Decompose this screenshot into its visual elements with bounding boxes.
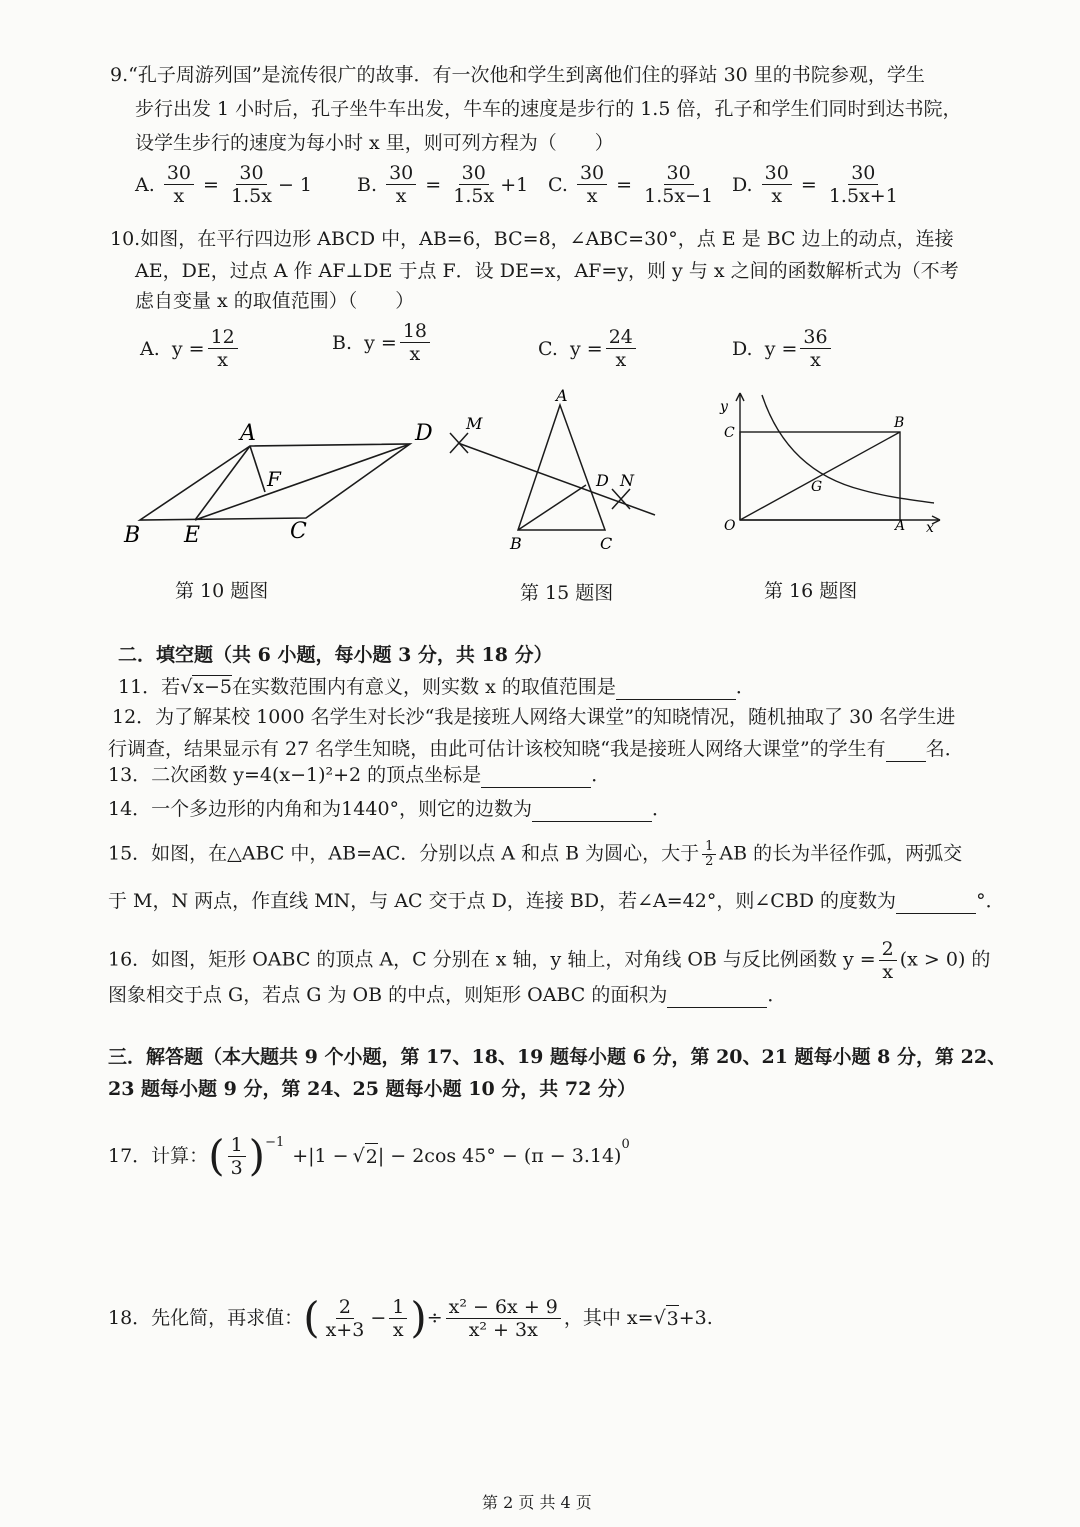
figure-10 [110, 410, 450, 560]
answer-blank [896, 893, 976, 914]
q10-option-c: C. y = $\frac{24}{x}$ [538, 326, 639, 371]
caption-fig15: 第 15 题图 [520, 582, 614, 604]
q15-line2: 于 M，N 两点，作直线 MN，与 AC 交于点 D，连接 BD，若∠A=42°，则∠CBD 的度数为 °． [108, 890, 1005, 912]
label-b: B [124, 523, 141, 548]
arc-mark-n [612, 489, 630, 509]
caption-fig10: 第 10 题图 [175, 580, 269, 602]
q16-line1: 16．如图，矩形 OABC 的顶点 A，C 分别在 x 轴，y 轴上，对角线 OB 与反比例函数 y = $\frac{2}{x}$ (x > 0) 的 [108, 938, 991, 983]
option-label: A. [135, 173, 155, 196]
label-f: F [267, 467, 281, 491]
label-a: A [556, 386, 568, 405]
label-c: C [290, 519, 307, 544]
caption-fig16: 第 16 题图 [764, 580, 858, 602]
label-b: B [510, 534, 522, 553]
q9-option-b: B. $\frac{30}{x}$ = $\frac{30}{1.5x}$ +1 [357, 162, 529, 207]
segment-af [250, 446, 265, 492]
answer-blank [667, 987, 767, 1008]
q10-option-a: A. y = $\frac{12}{x}$ [140, 326, 241, 371]
segment-de [195, 444, 410, 520]
section-3-line1: 三．解答题（本大题共 9 个小题，第 17、18、19 题每小题 6 分，第 20、21 题每小题 8 分，第 22、 [108, 1046, 1007, 1068]
label-n: N [620, 471, 634, 490]
q12-line2: 行调查，结果显示有 27 名学生知晓，由此可估计该校知晓“我是接班人网络大课堂”的学生有 名． [108, 738, 964, 760]
q10-line2: AE，DE，过点 A 作 AF⊥DE 于点 F．设 DE=x，AF=y，则 y 与 x 之间的函数解析式为（不考 [135, 260, 959, 282]
label-o: O [724, 518, 736, 534]
label-d: D [415, 421, 433, 446]
q9-line1: 9.“孔子周游列国”是流传很广的故事．有一次他和学生到离他们住的驿站 30 里的书院参观，学生 [110, 64, 925, 86]
segment-ae [195, 446, 250, 520]
q10-option-b: B. y = $\frac{18}{x}$ [332, 320, 433, 365]
label-x: x [926, 520, 934, 536]
answer-blank [481, 767, 591, 788]
q12-line1: 12．为了解某校 1000 名学生对长沙“我是接班人网络大课堂”的知晓情况，随机抽取了 30 名学生进 [112, 706, 956, 728]
q13: 13．二次函数 y=4(x−1)²+2 的顶点坐标是 ． [108, 764, 611, 786]
label-c: C [600, 534, 613, 553]
q9-option-d: D. $\frac{30}{x}$ = $\frac{30}{1.5x+1}$ [732, 162, 898, 207]
triangle-abc [518, 405, 605, 530]
label-c: C [724, 425, 735, 441]
hyperbola-curve [762, 395, 934, 503]
segment-bd [518, 485, 586, 530]
q9-option-a: A. $\frac{30}{x}$ = $\frac{30}{1.5x}$ − 1 [135, 162, 312, 207]
label-b: B [894, 415, 905, 431]
label-m: M [466, 414, 483, 433]
label-g: G [811, 479, 823, 495]
label-a: A [895, 518, 906, 534]
q10-line3: 虑自变量 x 的取值范围）（ ） [135, 290, 415, 312]
q10-option-d: D. y = $\frac{36}{x}$ [732, 326, 834, 371]
answer-blank [886, 741, 926, 762]
arc-mark-m [450, 433, 468, 453]
label-y: y [720, 399, 728, 415]
section-3-line2: 23 题每小题 9 分，第 24、25 题每小题 10 分，共 72 分） [108, 1078, 636, 1100]
q16-line2: 图象相交于点 G，若点 G 为 OB 的中点，则矩形 OABC 的面积为 ． [108, 984, 787, 1006]
page-footer: 第 2 页 共 4 页 [482, 1493, 592, 1512]
q11: 11．若√x−5在实数范围内有意义，则实数 x 的取值范围是 ． [118, 676, 755, 698]
label-e: E [184, 523, 201, 548]
q9-option-c: C. $\frac{30}{x}$ = $\frac{30}{1.5x-1}$ [548, 162, 714, 207]
q10-line1: 10.如图，在平行四边形 ABCD 中，AB=6，BC=8，∠ABC=30°，点 E 是 BC 边上的动点，连接 [110, 228, 954, 250]
label-d: D [596, 471, 609, 490]
q9-line3: 设学生步行的速度为每小时 x 里，则可列方程为（ ） [135, 132, 614, 154]
section-2-title: 二．填空题（共 6 小题，每小题 3 分，共 18 分） [118, 644, 553, 666]
q14: 14．一个多边形的内角和为1440°，则它的边数为 ． [108, 798, 672, 820]
diagonal-ob [740, 432, 900, 520]
q18: 18．先化简，再求值： ( $\frac{2}{x+3}$ − $\frac{1}{x}$ ) ÷ $\frac{\text{x² − 6x + 9}}{\text{x² + 3x}}$ ，其中 x= √ 3 +3. [108, 1293, 713, 1342]
answer-blank [532, 801, 652, 822]
q15-line1: 15．如图，在△ABC 中，AB=AC．分别以点 A 和点 B 为圆心，大于 $\frac{1}{2}$ AB 的长为半径作弧，两弧交 [108, 839, 963, 869]
answer-blank [616, 679, 736, 700]
figure-15 [440, 385, 670, 560]
q17: 17．计算： ( $\frac{1}{3}$ ) $^{-1}$ +|1 − √ 2 | − 2cos 45° − (π − 3.14) $^0$ [108, 1131, 630, 1180]
q9-line2: 步行出发 1 小时后，孔子坐牛车出发，牛车的速度是步行的 1.5 倍，孔子和学生们同时到达书院， [135, 98, 962, 120]
label-a: A [240, 421, 256, 446]
figure-16 [712, 385, 952, 545]
